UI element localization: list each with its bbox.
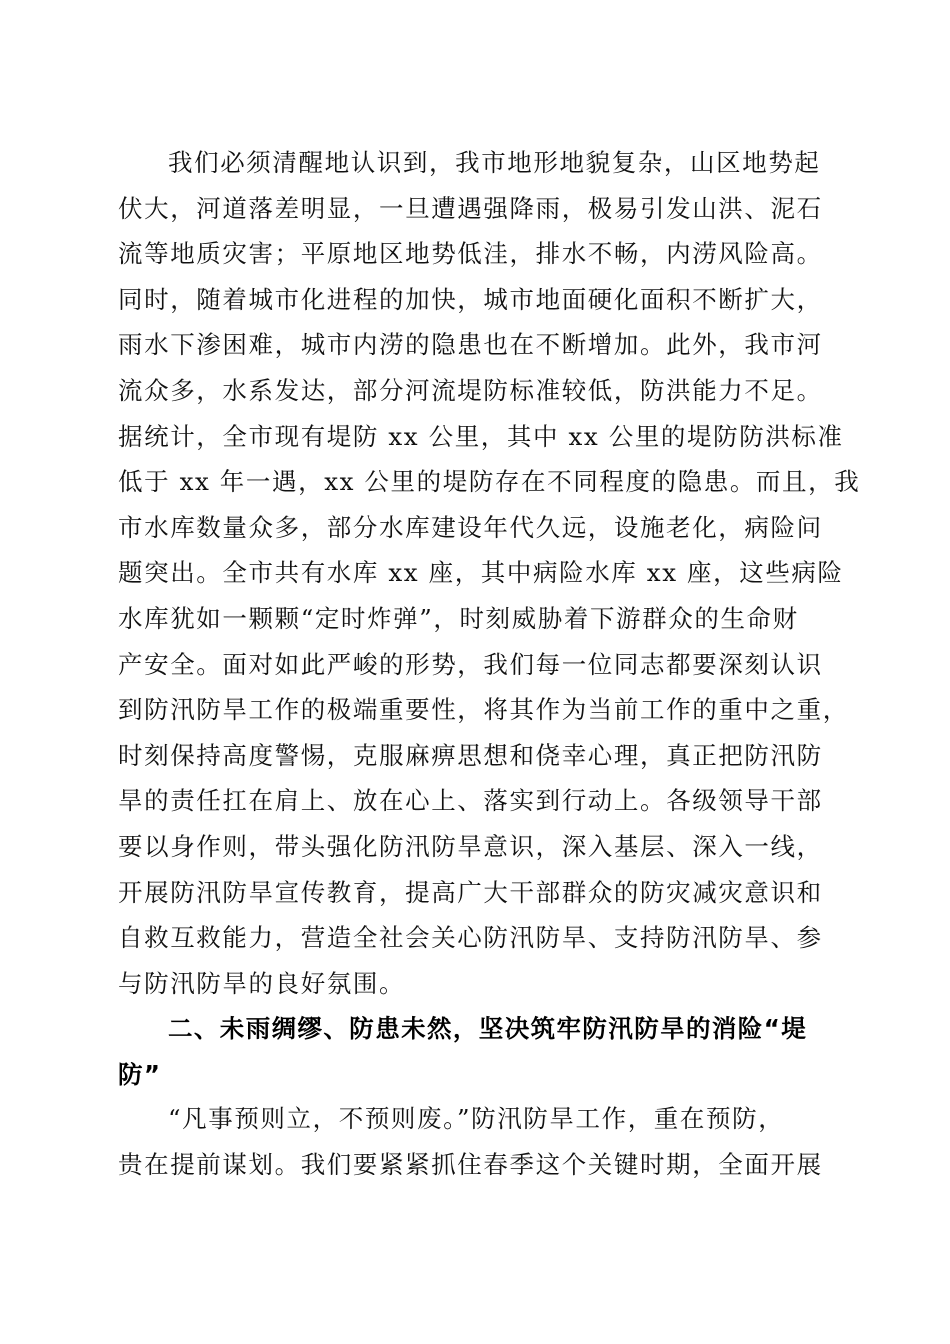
heading-line: 二、未雨绸缪、防患未然，坚决筑牢防汛防旱的消险“堤 <box>168 1014 808 1043</box>
paragraph-line: 自救互救能力，营造全社会关心防汛防旱、支持防汛防旱、参 <box>118 923 823 953</box>
paragraph-line: 市水库数量众多，部分水库建设年代久远，设施老化，病险问 <box>118 512 823 542</box>
paragraph-body-1 <box>118 140 861 1006</box>
paragraph-line: 同时，随着城市化进程的加快，城市地面硬化面积不断扩大， <box>118 284 823 314</box>
paragraph-line: 据统计，全市现有堤防 xx 公里，其中 xx 公里的堤防防洪标准 <box>118 421 844 451</box>
paragraph-line: 到防汛防旱工作的极端重要性，将其作为当前工作的重中之重， <box>118 695 849 725</box>
paragraph-line: 旱的责任扛在肩上、放在心上、落实到行动上。各级领导干部 <box>118 786 823 816</box>
paragraph-line: “凡事预则立，不预则废。”防汛防旱工作，重在预防， <box>168 1104 785 1133</box>
paragraph-line: 我们必须清醒地认识到，我市地形地貌复杂，山区地势起 <box>168 148 821 177</box>
paragraph-line: 产安全。面对如此严峻的形势，我们每一位同志都要深刻认识 <box>118 649 823 679</box>
paragraph-line: 流等地质灾害；平原地区地势低洼，排水不畅，内涝风险高。 <box>118 239 823 269</box>
paragraph-line: 水库犹如一颗颗“定时炸弹”，时刻威胁着下游群众的生命财 <box>118 603 799 633</box>
heading-line: 防” <box>118 1059 162 1089</box>
paragraph-line: 流众多，水系发达，部分河流堤防标准较低，防洪能力不足。 <box>118 375 823 405</box>
paragraph-line: 题突出。全市共有水库 xx 座，其中病险水库 xx 座，这些病险 <box>118 558 844 588</box>
paragraph-line: 时刻保持高度警惕，克服麻痹思想和侥幸心理，真正把防汛防 <box>118 740 823 770</box>
paragraph-line: 低于 xx 年一遇，xx 公里的堤防存在不同程度的隐患。而且，我 <box>118 467 861 497</box>
paragraph-line: 贵在提前谋划。我们要紧紧抓住春季这个关键时期，全面开展 <box>118 1149 823 1179</box>
section-heading <box>118 1006 838 1097</box>
paragraph-body-2 <box>118 1096 838 1187</box>
paragraph-line: 雨水下渗困难，城市内涝的隐患也在不断增加。此外，我市河 <box>118 330 823 360</box>
paragraph-line: 与防汛防旱的良好氛围。 <box>118 968 406 998</box>
paragraph-line: 开展防汛防旱宣传教育，提高广大干部群众的防灾减灾意识和 <box>118 877 823 907</box>
paragraph-line: 要以身作则，带头强化防汛防旱意识，深入基层、深入一线， <box>118 831 823 861</box>
paragraph-line: 伏大，河道落差明显，一旦遭遇强降雨，极易引发山洪、泥石 <box>118 193 823 223</box>
